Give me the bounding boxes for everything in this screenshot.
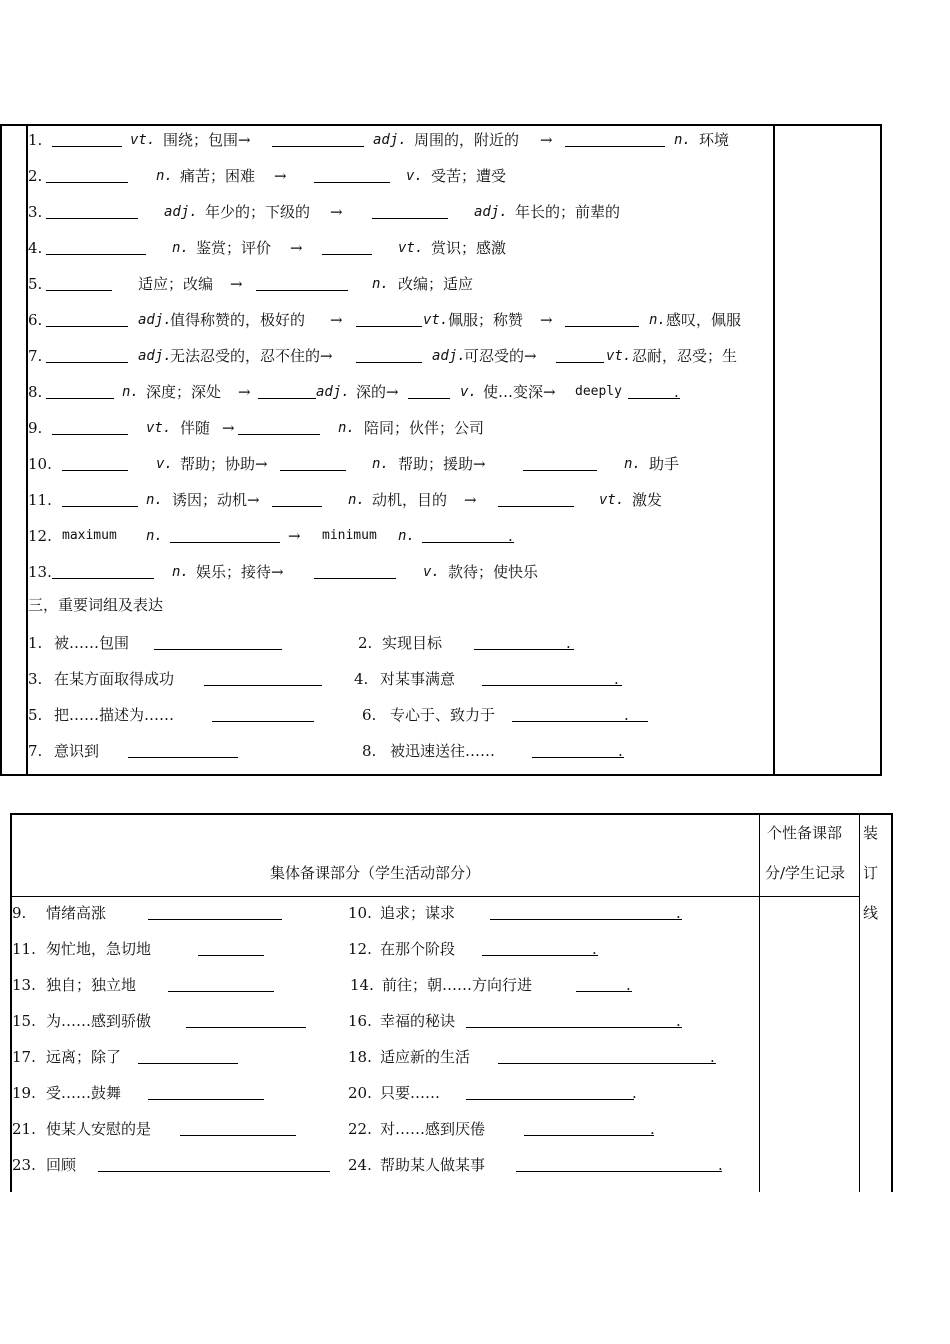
answer-blank[interactable] xyxy=(565,146,665,147)
answer-blank[interactable] xyxy=(576,991,632,992)
answer-blank[interactable] xyxy=(154,649,282,650)
arrow: → xyxy=(330,311,343,329)
part-of-speech: vt. xyxy=(599,492,625,508)
phrase-prompt: 远离；除了 xyxy=(46,1048,122,1066)
part-of-speech: adj. xyxy=(316,384,350,400)
phrase-prompt: 独自；独立地 xyxy=(46,976,137,994)
phrase-prompt: 实现目标 xyxy=(382,634,443,652)
phrase-prompt: 使某人安慰的是 xyxy=(46,1120,152,1138)
definition: 年长的；前辈的 xyxy=(515,203,621,221)
definition: 围绕；包围→ xyxy=(163,131,251,149)
word: minimum xyxy=(322,528,377,543)
answer-blank[interactable] xyxy=(466,1099,634,1100)
item-number: 14. xyxy=(350,976,374,994)
part-of-speech: adj. xyxy=(138,348,172,364)
answer-blank[interactable] xyxy=(138,1063,238,1064)
answer-blank[interactable] xyxy=(498,506,574,507)
answer-blank[interactable] xyxy=(98,1171,330,1172)
item-number: 10. xyxy=(348,904,372,922)
answer-blank[interactable] xyxy=(356,362,422,363)
phrase-prompt: 对……感到厌倦 xyxy=(380,1120,486,1138)
table2-column-divider xyxy=(759,813,760,1192)
answer-blank[interactable] xyxy=(272,146,364,147)
arrow: → xyxy=(540,131,553,149)
part-of-speech: n. xyxy=(122,384,139,400)
item-number: 23. xyxy=(12,1156,36,1174)
answer-blank[interactable] xyxy=(466,1027,682,1028)
item-number: 6. xyxy=(28,311,43,329)
definition: 适应；改编 xyxy=(138,275,214,293)
part-of-speech: n. xyxy=(146,492,163,508)
answer-blank[interactable] xyxy=(212,721,314,722)
item-number: 12. xyxy=(348,940,372,958)
definition: 值得称赞的，极好的 xyxy=(170,311,306,329)
answer-blank[interactable] xyxy=(46,254,146,255)
answer-blank[interactable] xyxy=(46,326,128,327)
answer-blank[interactable] xyxy=(128,757,238,758)
item-number: 11. xyxy=(12,940,36,958)
table2-top-border xyxy=(10,813,893,815)
phrase-prompt: 被迅速送往…… xyxy=(390,742,496,760)
answer-blank[interactable] xyxy=(314,578,396,579)
answer-blank[interactable] xyxy=(356,326,422,327)
item-number: 4. xyxy=(28,239,43,257)
arrow: → xyxy=(222,419,235,437)
answer-blank[interactable] xyxy=(46,218,138,219)
answer-blank[interactable] xyxy=(62,506,138,507)
item-number: 7. xyxy=(28,742,43,760)
binding-label: 订 xyxy=(863,864,879,882)
phrase-prompt: 受……鼓舞 xyxy=(46,1084,122,1102)
arrow: → xyxy=(464,491,477,509)
period: . xyxy=(618,742,623,760)
part-of-speech: adj. xyxy=(138,312,172,328)
phrase-prompt: 把……描述为…… xyxy=(54,706,175,724)
table2-header-side: 个性备课部 xyxy=(767,824,843,842)
definition: 年少的；下级的 xyxy=(205,203,311,221)
item-number: 13. xyxy=(12,976,36,994)
period: . xyxy=(632,1084,637,1102)
answer-blank[interactable] xyxy=(628,398,680,399)
item-number: 17. xyxy=(12,1048,36,1066)
phrase-prompt: 帮助某人做某事 xyxy=(380,1156,486,1174)
phrase-prompt: 为……感到骄傲 xyxy=(46,1012,152,1030)
item-number: 19. xyxy=(12,1084,36,1102)
definition: 深度；深处 xyxy=(146,383,222,401)
item-number: 8. xyxy=(28,383,43,401)
part-of-speech: n. xyxy=(372,456,389,472)
answer-blank[interactable] xyxy=(516,1171,722,1172)
answer-blank[interactable] xyxy=(322,254,372,255)
period: . xyxy=(626,976,631,994)
phrase-prompt: 前往；朝……方向行进 xyxy=(382,976,533,994)
definition: 使…变深→ xyxy=(483,383,556,401)
table-column-divider xyxy=(773,124,775,776)
part-of-speech: n. xyxy=(172,240,189,256)
period: . xyxy=(566,634,571,652)
item-number: 2. xyxy=(28,167,43,185)
item-number: 5. xyxy=(28,275,43,293)
phrase-prompt: 意识到 xyxy=(54,742,100,760)
definition: 陪同；伙伴；公司 xyxy=(364,419,485,437)
phrase-prompt: 专心于、致力于 xyxy=(390,706,496,724)
section-title: 三，重要词组及表达 xyxy=(28,596,164,614)
item-number: 7. xyxy=(28,347,43,365)
answer-blank[interactable] xyxy=(198,955,264,956)
part-of-speech: vt. xyxy=(606,348,632,364)
part-of-speech: n. xyxy=(649,312,666,328)
answer-blank[interactable] xyxy=(372,218,448,219)
period: . xyxy=(676,1012,681,1030)
answer-blank[interactable] xyxy=(186,1027,306,1028)
arrow: → xyxy=(290,239,303,257)
item-number: 2. xyxy=(358,634,373,652)
answer-blank[interactable] xyxy=(52,434,128,435)
definition: 鉴赏；评价 xyxy=(196,239,272,257)
part-of-speech: vt. xyxy=(398,240,424,256)
definition: 诱因；动机→ xyxy=(172,491,260,509)
part-of-speech: n. xyxy=(348,492,365,508)
arrow: → xyxy=(274,167,287,185)
answer-blank[interactable] xyxy=(256,290,348,291)
definition: 改编；适应 xyxy=(398,275,474,293)
table2-header-side: 分/学生记录 xyxy=(765,864,846,882)
arrow: → xyxy=(288,527,301,545)
period: . xyxy=(614,670,619,688)
part-of-speech: n. xyxy=(338,420,355,436)
part-of-speech: adj. xyxy=(164,204,198,220)
phrase-prompt: 匆忙地，急切地 xyxy=(46,940,152,958)
answer-blank[interactable] xyxy=(532,757,624,758)
part-of-speech: n. xyxy=(674,132,691,148)
answer-blank[interactable] xyxy=(314,182,390,183)
item-number: 22. xyxy=(348,1120,372,1138)
answer-blank[interactable] xyxy=(238,434,320,435)
phrase-prompt: 对某事满意 xyxy=(380,670,456,688)
definition: 受苦；遭受 xyxy=(431,167,507,185)
answer-blank[interactable] xyxy=(556,362,604,363)
table2-header-divider xyxy=(10,896,860,897)
arrow: → xyxy=(330,203,343,221)
period: . xyxy=(624,706,629,724)
part-of-speech: n. xyxy=(156,168,173,184)
definition: 激发 xyxy=(632,491,663,509)
item-number: 15. xyxy=(12,1012,36,1030)
item-number: 24. xyxy=(348,1156,372,1174)
definition: 动机，目的 xyxy=(372,491,448,509)
answer-blank[interactable] xyxy=(258,398,316,399)
binding-label: 装 xyxy=(863,824,879,842)
definition: 痛苦；困难 xyxy=(180,167,256,185)
item-number: 9. xyxy=(12,904,27,922)
part-of-speech: vt. xyxy=(130,132,156,148)
binding-label: 线 xyxy=(863,904,879,922)
answer-blank[interactable] xyxy=(490,919,682,920)
definition: 忍耐，忍受；生 xyxy=(632,347,738,365)
answer-blank[interactable] xyxy=(168,991,274,992)
item-number: 20. xyxy=(348,1084,372,1102)
period: . xyxy=(508,527,513,545)
definition: 周围的，附近的 xyxy=(414,131,520,149)
part-of-speech: v. xyxy=(156,456,173,472)
part-of-speech: adj. xyxy=(432,348,466,364)
item-number: 21. xyxy=(12,1120,36,1138)
period: . xyxy=(674,383,679,401)
definition: 助手 xyxy=(649,455,680,473)
item-number: 5. xyxy=(28,706,43,724)
answer-blank[interactable] xyxy=(498,1063,716,1064)
answer-blank[interactable] xyxy=(180,1135,296,1136)
answer-blank[interactable] xyxy=(46,362,128,363)
phrase-prompt: 幸福的秘诀 xyxy=(380,1012,456,1030)
phrase-prompt: 情绪高涨 xyxy=(46,904,107,922)
item-number: 13. xyxy=(28,563,52,581)
item-number: 1. xyxy=(28,131,43,149)
definition: 伴随 xyxy=(180,419,211,437)
part-of-speech: v. xyxy=(406,168,423,184)
part-of-speech: n. xyxy=(398,528,415,544)
arrow: → xyxy=(540,311,553,329)
part-of-speech: n. xyxy=(624,456,641,472)
answer-blank[interactable] xyxy=(46,290,112,291)
table2-header-main: 集体备课部分（学生活动部分） xyxy=(270,864,481,882)
phrase-prompt: 被……包围 xyxy=(54,634,130,652)
period: . xyxy=(710,1048,715,1066)
phrase-prompt: 追求；谋求 xyxy=(380,904,456,922)
definition: 赏识；感激 xyxy=(431,239,507,257)
answer-blank[interactable] xyxy=(408,398,450,399)
definition: 可忍受的→ xyxy=(464,347,537,365)
period: . xyxy=(650,1120,655,1138)
part-of-speech: vt. xyxy=(146,420,172,436)
item-number: 9. xyxy=(28,419,43,437)
part-of-speech: n. xyxy=(172,564,189,580)
table2-right-border xyxy=(891,813,893,1192)
answer-blank[interactable] xyxy=(272,506,322,507)
word: deeply xyxy=(575,384,622,399)
item-number: 8. xyxy=(362,742,377,760)
definition: 无法忍受的，忍不住的→ xyxy=(170,347,333,365)
definition: 帮助；援助→ xyxy=(398,455,486,473)
phrase-prompt: 在某方面取得成功 xyxy=(54,670,175,688)
definition: 娱乐；接待→ xyxy=(196,563,284,581)
period: . xyxy=(718,1156,723,1174)
table2-column-divider xyxy=(859,813,860,1192)
item-number: 1. xyxy=(28,634,43,652)
item-number: 3. xyxy=(28,670,43,688)
answer-blank[interactable] xyxy=(170,542,280,543)
answer-blank[interactable] xyxy=(62,470,128,471)
part-of-speech: vt. xyxy=(423,312,449,328)
answer-blank[interactable] xyxy=(204,685,322,686)
item-number: 18. xyxy=(348,1048,372,1066)
answer-blank[interactable] xyxy=(52,146,122,147)
part-of-speech: adj. xyxy=(373,132,407,148)
phrase-prompt: 只要…… xyxy=(380,1084,441,1102)
part-of-speech: n. xyxy=(372,276,389,292)
item-number: 11. xyxy=(28,491,52,509)
item-number: 10. xyxy=(28,455,52,473)
item-number: 3. xyxy=(28,203,43,221)
item-number: 4. xyxy=(354,670,369,688)
period: . xyxy=(592,940,597,958)
definition: 环境 xyxy=(699,131,730,149)
word: maximum xyxy=(62,528,117,543)
item-number: 12. xyxy=(28,527,52,545)
definition: 深的→ xyxy=(356,383,399,401)
answer-blank[interactable] xyxy=(524,1135,654,1136)
arrow: → xyxy=(230,275,243,293)
phrase-prompt: 在那个阶段 xyxy=(380,940,456,958)
answer-blank[interactable] xyxy=(52,578,154,579)
answer-blank[interactable] xyxy=(280,470,346,471)
answer-blank[interactable] xyxy=(474,649,574,650)
item-number: 16. xyxy=(348,1012,372,1030)
item-number: 6. xyxy=(362,706,377,724)
answer-blank[interactable] xyxy=(148,919,282,920)
answer-blank[interactable] xyxy=(482,955,598,956)
answer-blank[interactable] xyxy=(523,470,597,471)
arrow: → xyxy=(238,383,251,401)
definition: 感叹，佩服 xyxy=(666,311,742,329)
definition: 帮助；协助→ xyxy=(180,455,268,473)
answer-blank[interactable] xyxy=(46,182,128,183)
phrase-prompt: 回顾 xyxy=(46,1156,77,1174)
definition: 款待；使快乐 xyxy=(448,563,539,581)
answer-blank[interactable] xyxy=(148,1099,264,1100)
phrase-prompt: 适应新的生活 xyxy=(380,1048,471,1066)
part-of-speech: v. xyxy=(460,384,477,400)
part-of-speech: adj. xyxy=(474,204,508,220)
answer-blank[interactable] xyxy=(46,398,114,399)
answer-blank[interactable] xyxy=(482,685,622,686)
part-of-speech: n. xyxy=(146,528,163,544)
period: . xyxy=(676,904,681,922)
part-of-speech: v. xyxy=(423,564,440,580)
answer-blank[interactable] xyxy=(422,542,514,543)
answer-blank[interactable] xyxy=(565,326,639,327)
definition: 佩服；称赞 xyxy=(448,311,524,329)
